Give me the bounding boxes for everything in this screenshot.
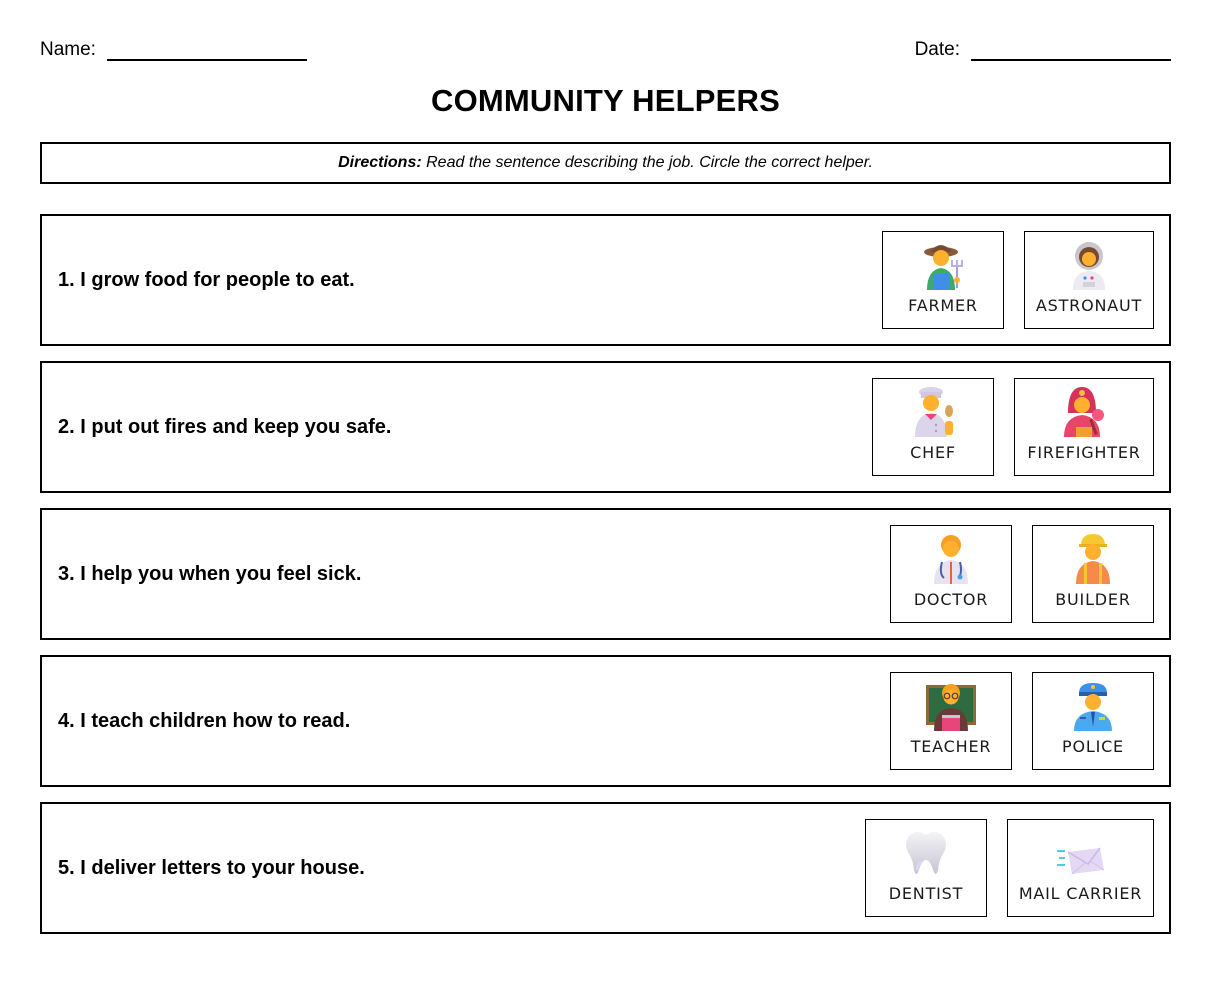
choice-label: CHEF [910,443,956,462]
farmer-icon [921,232,965,292]
choice-dentist[interactable] [865,819,987,917]
directions-text: Read the sentence describing the job. Circle the correct helper. [421,154,873,171]
question-5 [40,802,1171,934]
choices [890,672,1154,770]
doctor-icon [931,526,971,586]
page-title: COMMUNITY HELPERS [430,83,781,118]
name-field [40,38,307,61]
name-label: Name: [40,39,96,60]
choice-firefighter[interactable] [1014,378,1154,476]
choice-chef[interactable] [872,378,994,476]
question-text: 2. I put out fires and keep you safe. [58,416,392,438]
builder-icon [1073,526,1113,586]
police-icon [1071,673,1115,733]
question-text: 5. I deliver letters to your house. [58,857,365,879]
choices [865,819,1154,917]
question-1 [40,214,1171,346]
choices [882,231,1154,329]
directions-box [40,142,1171,184]
choice-mail-carrier[interactable] [1007,819,1154,917]
choices [890,525,1154,623]
choices [872,378,1154,476]
question-3 [40,508,1171,640]
choice-label: BUILDER [1055,590,1131,609]
tooth-icon [901,820,951,880]
choice-astronaut[interactable] [1024,231,1154,329]
date-label: Date: [914,39,960,60]
directions-label: Directions: [338,154,422,171]
choice-label: DOCTOR [913,590,989,609]
question-text: 1. I grow food for people to eat. [58,269,355,291]
choice-label: ASTRONAUT [1035,296,1143,315]
choice-police[interactable] [1032,672,1154,770]
date-blank-line[interactable] [971,38,1171,61]
choice-label: FIREFIGHTER [1027,443,1141,462]
choice-label: FARMER [908,296,978,315]
choice-label: TEACHER [910,737,992,756]
envelope-icon [1056,820,1106,880]
choice-teacher[interactable] [890,672,1012,770]
choice-doctor[interactable] [890,525,1012,623]
teacher-icon [926,673,976,733]
date-field [915,38,1171,61]
question-2 [40,361,1171,493]
choice-builder[interactable] [1032,525,1154,623]
name-blank-line[interactable] [107,38,307,61]
choice-label: MAIL CARRIER [1018,884,1143,903]
astronaut-icon [1069,232,1109,292]
chef-icon [911,379,955,439]
choice-label: DENTIST [888,884,964,903]
header-row [40,38,1171,64]
firefighter-icon [1062,379,1106,439]
question-4 [40,655,1171,787]
choice-farmer[interactable] [882,231,1004,329]
question-text: 4. I teach children how to read. [58,710,351,732]
question-text: 3. I help you when you feel sick. [58,563,362,585]
choice-label: POLICE [1062,737,1124,756]
